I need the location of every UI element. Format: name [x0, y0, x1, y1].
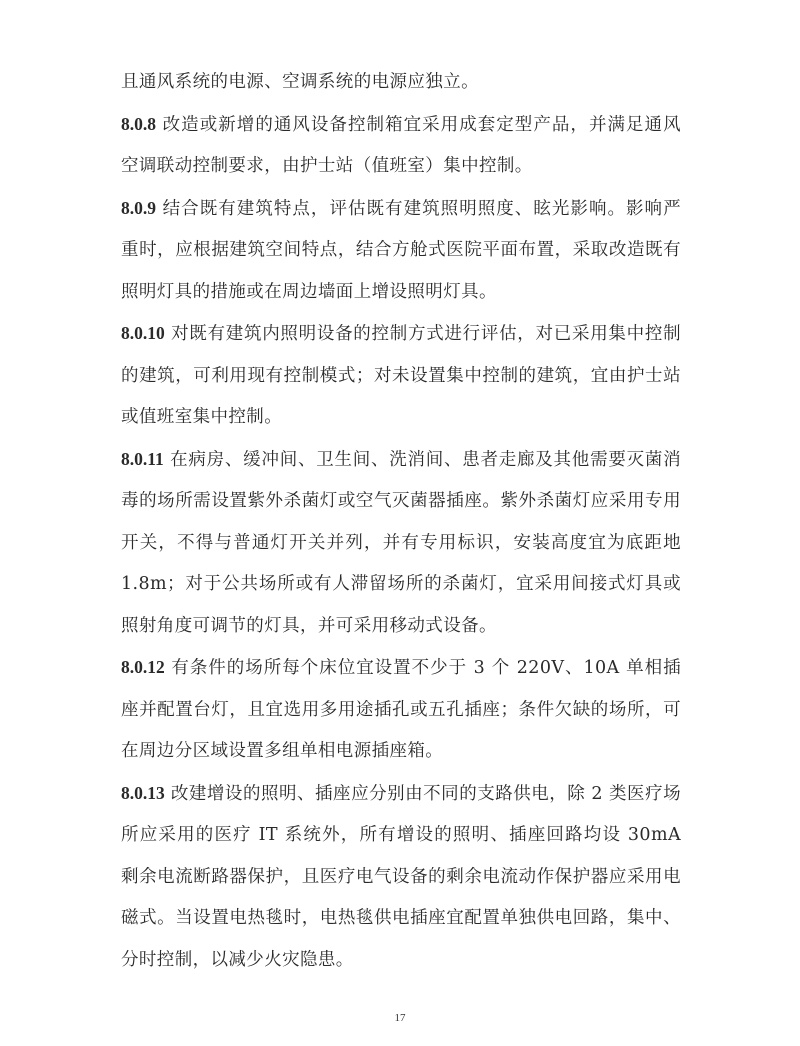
clause-text: 有条件的场所每个床位宜设置不少于 3 个 220V、10A 单相插座并配置台灯，且宜选用多用途插孔或五孔插座；条件欠缺的场所，可在周边分区域设置多组单相电源插座箱。	[121, 658, 681, 761]
clause-number: 8.0.11	[121, 448, 164, 469]
clause-number: 8.0.12	[121, 657, 165, 677]
clause-number: 8.0.10	[121, 323, 165, 343]
clause-text: 改建增设的照明、插座应分别由不同的支路供电，除 2 类医疗场所应采用的医疗 IT 系统外，所有增设的照明、插座回路均设 30mA 剩余电流断路器保护，且医疗电气设备的剩余电流动作保护器应采用电磁式。当设置电热毯时，电热毯供电插座宜配置单独供电回路，集中、分时控制，以减少火灾隐患。	[121, 783, 681, 970]
clause-8-0-8	[121, 104, 681, 188]
clause-number: 8.0.13	[121, 782, 165, 803]
clause-8-0-11	[121, 439, 681, 648]
clause-number: 8.0.9	[121, 197, 156, 218]
clause-8-0-9	[121, 188, 681, 314]
document-body	[121, 62, 681, 981]
clause-text: 结合既有建筑特点，评估既有建筑照明照度、眩光影响。影响严重时，应根据建筑空间特点，结合方舱式医院平面布置，采取改造既有照明灯具的措施或在周边墙面上增设照明灯具。	[121, 198, 681, 302]
page-number: 17	[394, 1012, 406, 1024]
clause-number: 8.0.8	[121, 113, 156, 134]
clause-8-0-13	[121, 773, 681, 982]
clause-text: 改造或新增的通风设备控制箱宜采用成套定型产品，并满足通风空调联动控制要求，由护士站（值班室）集中控制。	[121, 114, 681, 176]
paragraph-text: 且通风系统的电源、空调系统的电源应独立。	[121, 72, 479, 92]
clause-text: 在病房、缓冲间、卫生间、洗消间、患者走廊及其他需要灭菌消毒的场所需设置紫外杀菌灯或空气灭菌器插座。紫外杀菌灯应采用专用开关，不得与普通灯开关并列，并有专用标识，安装高度宜为底距地 1.8m；对于公共场所或有人滞留场所的杀菌灯，宜采用间接式灯具或照射角度可调节的灯具，并可采用移动式设备。	[121, 449, 681, 636]
clause-8-0-10	[121, 313, 681, 439]
clause-8-0-12	[121, 647, 681, 773]
clause-text: 对既有建筑内照明设备的控制方式进行评估，对已采用集中控制的建筑，可利用现有控制模式；对未设置集中控制的建筑，宜由护士站或值班室集中控制。	[121, 324, 681, 427]
paragraph-continuation	[121, 62, 681, 104]
